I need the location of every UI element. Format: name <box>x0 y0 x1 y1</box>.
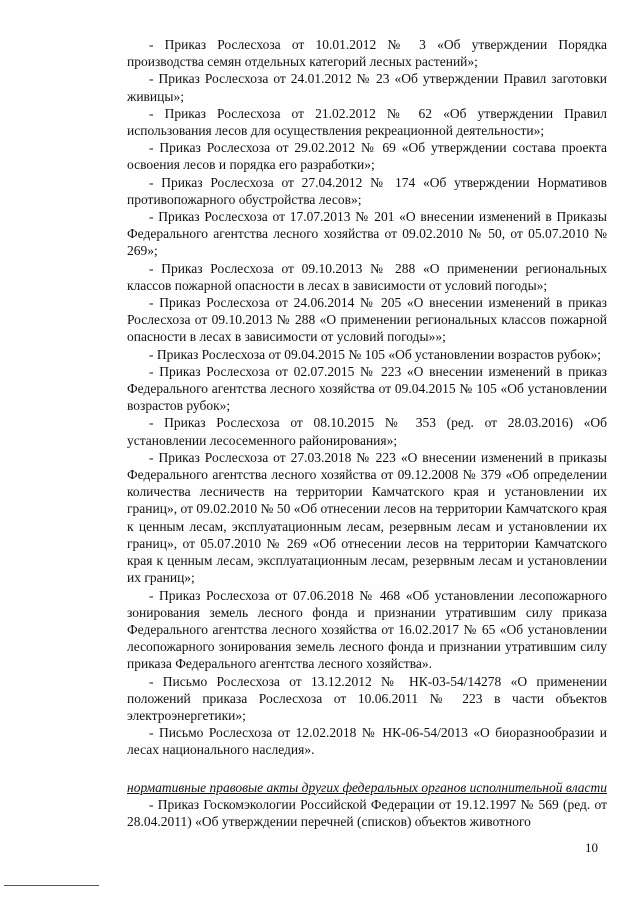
document-body <box>127 36 607 830</box>
list-item-11: - Приказ Рослесхоза от 08.10.2015 № 353 (ред. от 28.03.2016) «Об установлении лесосеменного районирования»; <box>127 415 607 448</box>
list-item-4: - Приказ Рослесхоза от 29.02.2012 № 69 «Об утверждении состава проекта освоения лесов и порядка его разработки»; <box>127 140 607 173</box>
list-item-13: - Приказ Рослесхоза от 07.06.2018 № 468 «Об установлении лесопожарного зонирования земель лесного фонда и признании утратившим силу приказа Федерального агентства лесного хозяйства от 16.02.2017 № 65 «Об установлении лесопожарного зонирования земель лесного фонда и признании утратившим силу приказа Федерального агентства лесного хозяйства». <box>127 587 607 672</box>
list-item-15: - Письмо Рослесхоза от 12.02.2018 № НК-06-54/2013 «О биоразнообразии и лесах национального наследия». <box>127 725 607 758</box>
list-item-1: - Приказ Рослесхоза от 10.01.2012 № 3 «Об утверждении Порядка производства семян отдельных категорий лесных растений»; <box>127 37 607 70</box>
list-item-12: - Приказ Рослесхоза от 27.03.2018 № 223 «О внесении изменений в приказы Федерального агентства лесного хозяйства от 09.12.2008 № 379 «Об определении количества лесничеств на территории Камчатского края и установлении их границ», от 09.02.2010 № 50 «Об отнесении лесов на территории Камчатского края к ценным лесам, эксплуатационным лесам, резервным лесам и установлении их границ», от 05.07.2010 № 269 «Об отнесении лесов на территории Камчатского края к ценным лесам, эксплуатационным лесам, резервным лесам и установлении их границ»; <box>127 449 607 586</box>
list-item-3: - Приказ Рослесхоза от 21.02.2012 № 62 «Об утверждении Правил использования лесов для осуществления рекреационной деятельности»; <box>127 105 607 139</box>
list-item-5: - Приказ Рослесхоза от 27.04.2012 № 174 «Об утверждении Нормативов противопожарного обустройства лесов»; <box>127 174 607 207</box>
list-item-8: - Приказ Рослесхоза от 24.06.2014 № 205 «О внесении изменений в приказ Рослесхоза от 09.10.2013 № 288 «О применении региональных классов пожарной опасности в лесах в зависимости от условий погоды»»; <box>127 295 607 345</box>
footer-divider <box>4 885 99 886</box>
list-item-tail: - Приказ Госкомэкологии Российской Федерации от 19.12.1997 № 569 (ред. от 28.04.2011) «Об утверждении перечней (списков) объектов животного <box>127 796 607 829</box>
page-number: 10 <box>585 840 598 855</box>
list-item-7: - Приказ Рослесхоза от 09.10.2013 № 288 «О применении региональных классов пожарной опасности в лесах в зависимости от условий погоды»; <box>127 260 607 293</box>
list-item-10: - Приказ Рослесхоза от 02.07.2015 № 223 «О внесении изменений в приказ Федерального агентства лесного хозяйства от 09.04.2015 № 105 «Об установлении возрастов рубок»; <box>127 363 607 414</box>
list-item-2: - Приказ Рослесхоза от 24.01.2012 № 23 «Об утверждении Правил заготовки живицы»; <box>127 71 607 104</box>
list-item-6: - Приказ Рослесхоза от 17.07.2013 № 201 «О внесении изменений в Приказы Федерального агентства лесного хозяйства от 09.02.2010 № 50, от 05.07.2010 № 269»; <box>127 209 607 259</box>
list-item-9: - Приказ Рослесхоза от 09.04.2015 № 105 «Об установлении возрастов рубок»; <box>149 346 601 362</box>
list-item-14: - Письмо Рослесхоза от 13.12.2012 № НК-03-54/14278 «О применении положений приказа Рослесхоза от 10.06.2011 № 223 в части объектов электроэнергетики»; <box>127 673 607 723</box>
section-heading: нормативные правовые акты других федеральных органов исполнительной власти <box>127 779 608 795</box>
